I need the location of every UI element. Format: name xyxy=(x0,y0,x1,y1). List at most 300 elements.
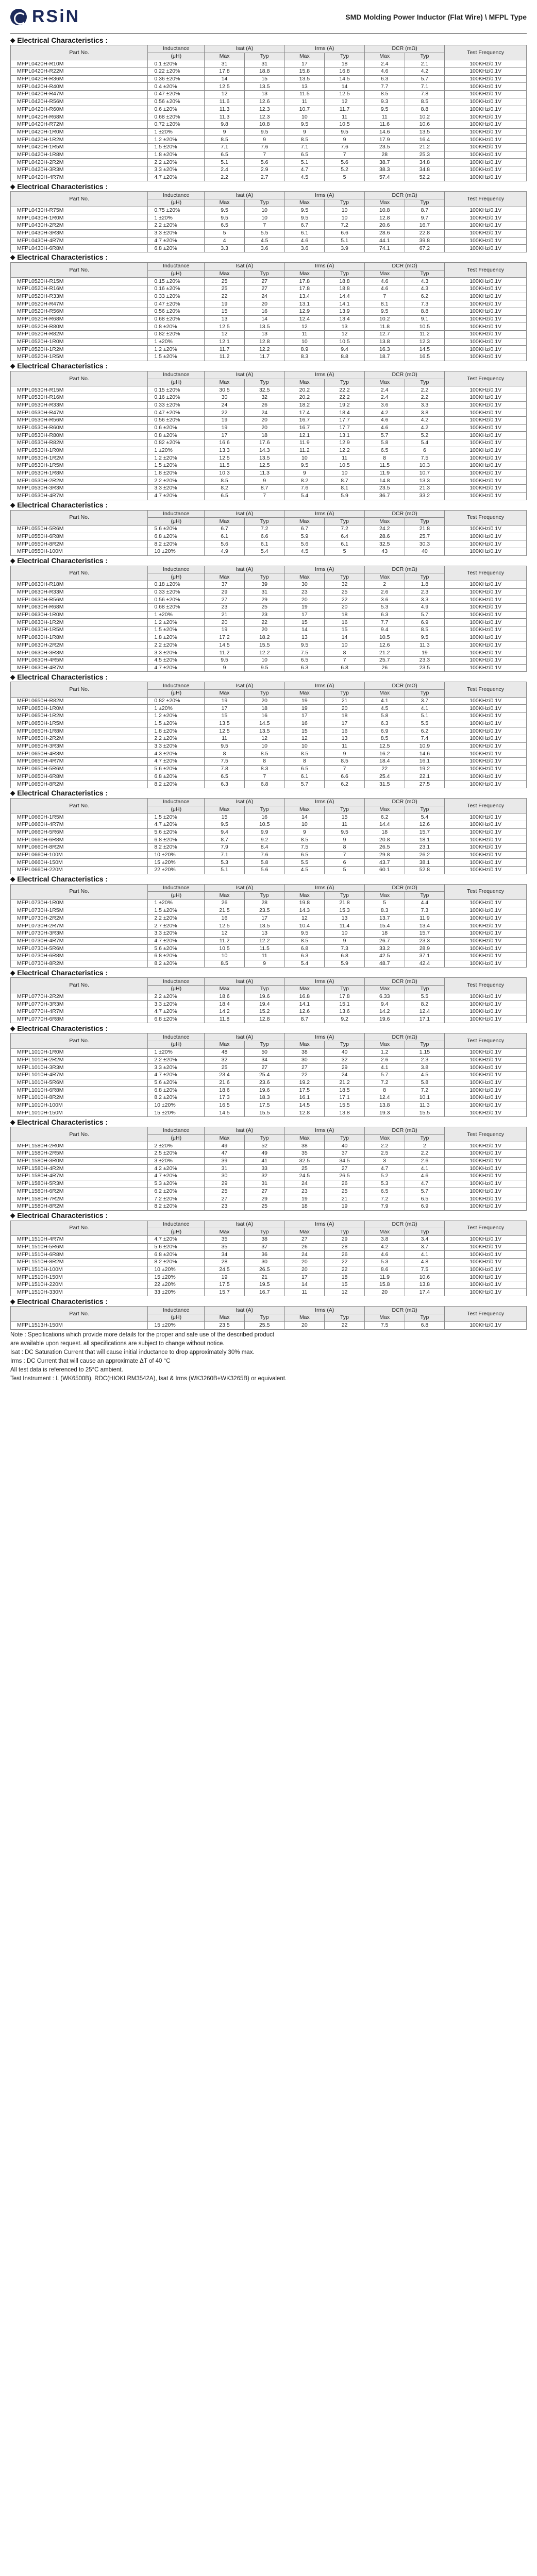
cell-part-number: MFPL0630H-1R2M xyxy=(11,619,148,626)
cell-inductance: 2.2 ±20% xyxy=(148,993,205,1001)
bullet-icon: ◆ xyxy=(10,182,15,190)
cell-isat-typ: 12.2 xyxy=(244,649,284,657)
section-title xyxy=(10,252,527,262)
table-row xyxy=(11,136,527,144)
col-max: Max xyxy=(205,573,245,581)
cell-dcr-max: 5.8 xyxy=(364,439,405,447)
cell-test-frequency: 100KHz/0.1V xyxy=(445,353,527,361)
section-title-text: Electrical Characteristics : xyxy=(17,672,108,681)
cell-inductance: 5.6 ±20% xyxy=(148,1243,205,1251)
cell-irms-max: 11 xyxy=(284,331,325,338)
cell-part-number: MFPL0730H-6R8M xyxy=(11,952,148,960)
header-row xyxy=(11,1307,527,1314)
section-title-text: Electrical Characteristics : xyxy=(17,556,108,565)
cell-dcr-max: 44.1 xyxy=(364,237,405,245)
cell-irms-max: 9.5 xyxy=(284,214,325,222)
cell-dcr-typ: 10.6 xyxy=(405,121,445,128)
cell-inductance: 2.2 ±20% xyxy=(148,222,205,230)
cell-dcr-typ: 10.7 xyxy=(405,469,445,477)
header-row xyxy=(11,978,527,986)
cell-dcr-typ: 27.5 xyxy=(405,781,445,788)
cell-isat-typ: 10 xyxy=(244,214,284,222)
cell-inductance: 0.56 ±20% xyxy=(148,98,205,106)
cell-dcr-max: 11.8 xyxy=(364,323,405,331)
cell-dcr-max: 15.8 xyxy=(364,1281,405,1289)
cell-isat-typ: 9.9 xyxy=(244,828,284,836)
table-row xyxy=(11,1195,527,1203)
cell-test-frequency: 100KHz/0.1V xyxy=(445,720,527,727)
bullet-icon: ◆ xyxy=(10,1297,15,1305)
cell-irms-max: 30 xyxy=(284,581,325,589)
cell-dcr-max: 5.8 xyxy=(364,713,405,720)
table-row xyxy=(11,1173,527,1180)
cell-isat-typ: 10.5 xyxy=(244,821,284,828)
cell-dcr-max: 48.7 xyxy=(364,960,405,968)
cell-irms-typ: 8.8 xyxy=(325,353,365,361)
cell-isat-max: 14.2 xyxy=(205,1008,245,1016)
cell-test-frequency: 100KHz/0.1V xyxy=(445,735,527,743)
cell-test-frequency: 100KHz/0.1V xyxy=(445,960,527,968)
cell-part-number: MFPL0520H-R15M xyxy=(11,278,148,285)
cell-dcr-typ: 23.1 xyxy=(405,844,445,852)
col-max: Max xyxy=(284,270,325,278)
cell-isat-max: 19 xyxy=(205,1274,245,1281)
cell-dcr-max: 21.2 xyxy=(364,649,405,657)
cell-part-number: MFPL1580H-4R7M xyxy=(11,1173,148,1180)
cell-dcr-typ: 19.2 xyxy=(405,765,445,773)
cell-isat-typ: 8.5 xyxy=(244,750,284,758)
table-row xyxy=(11,821,527,828)
cell-isat-typ: 10 xyxy=(244,656,284,664)
cell-isat-max: 6.5 xyxy=(205,151,245,159)
characteristics-table xyxy=(10,977,527,1023)
cell-dcr-max: 22 xyxy=(364,765,405,773)
cell-test-frequency: 100KHz/0.1V xyxy=(445,98,527,106)
cell-irms-typ: 14 xyxy=(325,83,365,91)
cell-part-number: MFPL0530H-R47M xyxy=(11,409,148,417)
table-row xyxy=(11,346,527,353)
table-row xyxy=(11,394,527,401)
cell-dcr-typ: 2.2 xyxy=(405,394,445,401)
col-irms: Irms (A) xyxy=(284,192,364,199)
cell-irms-max: 17 xyxy=(284,60,325,68)
cell-irms-max: 6.1 xyxy=(284,229,325,237)
cell-dcr-max: 33.2 xyxy=(364,945,405,953)
table-row xyxy=(11,98,527,106)
characteristics-table xyxy=(10,682,527,788)
col-inductance: Inductance xyxy=(148,978,205,986)
col-typ: Typ xyxy=(405,892,445,900)
cell-inductance: 15 ±20% xyxy=(148,1109,205,1117)
cell-isat-typ: 32.5 xyxy=(244,386,284,394)
cell-dcr-max: 29.8 xyxy=(364,851,405,859)
col-max: Max xyxy=(364,806,405,814)
cell-dcr-typ: 3.7 xyxy=(405,697,445,705)
cell-part-number: MFPL1580H-6R2M xyxy=(11,1188,148,1195)
cell-inductance: 0.33 ±20% xyxy=(148,293,205,300)
cell-dcr-max: 5.7 xyxy=(364,1071,405,1079)
col-max: Max xyxy=(364,1228,405,1236)
bullet-icon: ◆ xyxy=(10,253,15,261)
cell-isat-typ: 36 xyxy=(244,1251,284,1259)
col-irms: Irms (A) xyxy=(284,682,364,690)
cell-isat-typ: 24 xyxy=(244,293,284,300)
cell-isat-typ: 25.5 xyxy=(244,1321,284,1329)
col-part-no: Part No. xyxy=(11,510,148,525)
cell-part-number: MFPL0530H-4R7M xyxy=(11,492,148,500)
bullet-icon: ◆ xyxy=(10,969,15,976)
col-isat: Isat (A) xyxy=(205,262,284,270)
cell-inductance: 10 ±20% xyxy=(148,1266,205,1274)
col-inductance: Inductance xyxy=(148,1033,205,1041)
col-typ: Typ xyxy=(325,573,365,581)
table-row xyxy=(11,742,527,750)
col-inductance-unit: (μH) xyxy=(148,270,205,278)
cell-irms-typ: 9 xyxy=(325,937,365,945)
cell-irms-max: 12 xyxy=(284,323,325,331)
cell-dcr-typ: 39.8 xyxy=(405,237,445,245)
cell-inductance: 0.33 ±20% xyxy=(148,588,205,596)
cell-dcr-max: 9.4 xyxy=(364,1001,405,1008)
cell-irms-max: 5.5 xyxy=(284,859,325,867)
cell-irms-typ: 22 xyxy=(325,1266,365,1274)
col-dcr: DCR (mΩ) xyxy=(364,1127,444,1135)
cell-test-frequency: 100KHz/0.1V xyxy=(445,1321,527,1329)
col-part-no: Part No. xyxy=(11,682,148,697)
cell-test-frequency: 100KHz/0.1V xyxy=(445,68,527,76)
table-row xyxy=(11,1071,527,1079)
table-row xyxy=(11,207,527,214)
cell-irms-typ: 14.4 xyxy=(325,293,365,300)
cell-dcr-max: 2.4 xyxy=(364,60,405,68)
characteristics-table xyxy=(10,884,527,968)
cell-dcr-max: 18.4 xyxy=(364,758,405,766)
col-test-frequency: Test Frequency xyxy=(445,510,527,525)
col-inductance: Inductance xyxy=(148,566,205,573)
cell-irms-max: 12 xyxy=(284,735,325,743)
cell-irms-typ: 9 xyxy=(325,836,365,844)
cell-dcr-typ: 6.9 xyxy=(405,619,445,626)
cell-dcr-typ: 3.3 xyxy=(405,401,445,409)
cell-test-frequency: 100KHz/0.1V xyxy=(445,323,527,331)
cell-dcr-max: 12.4 xyxy=(364,1094,405,1101)
cell-inductance: 1.2 ±20% xyxy=(148,346,205,353)
cell-dcr-max: 8 xyxy=(364,1087,405,1094)
cell-isat-max: 49 xyxy=(205,1142,245,1150)
cell-isat-typ: 12.3 xyxy=(244,113,284,121)
cell-dcr-typ: 67.2 xyxy=(405,245,445,252)
cell-isat-max: 31 xyxy=(205,60,245,68)
col-part-no: Part No. xyxy=(11,1033,148,1048)
cell-dcr-max: 20 xyxy=(364,1289,405,1296)
table-row xyxy=(11,237,527,245)
cell-isat-typ: 5.8 xyxy=(244,859,284,867)
cell-dcr-max: 9.5 xyxy=(364,106,405,113)
col-irms: Irms (A) xyxy=(284,510,364,518)
cell-isat-max: 5.6 xyxy=(205,540,245,548)
cell-part-number: MFPL0530H-R15M xyxy=(11,386,148,394)
cell-isat-typ: 16 xyxy=(244,814,284,821)
col-typ: Typ xyxy=(244,573,284,581)
cell-irms-typ: 26 xyxy=(325,1180,365,1188)
cell-irms-max: 6.3 xyxy=(284,952,325,960)
col-test-frequency: Test Frequency xyxy=(445,371,527,386)
cell-dcr-typ: 3.3 xyxy=(405,596,445,604)
cell-irms-typ: 15 xyxy=(325,814,365,821)
cell-test-frequency: 100KHz/0.1V xyxy=(445,993,527,1001)
cell-dcr-max: 17.9 xyxy=(364,136,405,144)
cell-inductance: 1.5 ±20% xyxy=(148,720,205,727)
cell-isat-typ: 9 xyxy=(244,477,284,485)
cell-irms-max: 16.1 xyxy=(284,1094,325,1101)
col-irms: Irms (A) xyxy=(284,1033,364,1041)
cell-irms-typ: 13.6 xyxy=(325,1008,365,1016)
cell-irms-typ: 6.4 xyxy=(325,533,365,540)
cell-part-number: MFPL0420H-3R3M xyxy=(11,166,148,174)
cell-test-frequency: 100KHz/0.1V xyxy=(445,1195,527,1203)
notes xyxy=(10,1331,527,1383)
cell-part-number: MFPL0420H-1R5M xyxy=(11,143,148,151)
cell-test-frequency: 100KHz/0.1V xyxy=(445,1202,527,1210)
cell-isat-typ: 16.7 xyxy=(244,1289,284,1296)
table-row xyxy=(11,836,527,844)
cell-isat-max: 12.5 xyxy=(205,922,245,930)
cell-irms-typ: 11.7 xyxy=(325,106,365,113)
cell-irms-typ: 12 xyxy=(325,98,365,106)
cell-inductance: 0.4 ±20% xyxy=(148,83,205,91)
cell-inductance: 5.6 ±20% xyxy=(148,828,205,836)
cell-irms-max: 11.2 xyxy=(284,447,325,454)
cell-irms-max: 7.5 xyxy=(284,649,325,657)
cell-isat-max: 11.2 xyxy=(205,353,245,361)
cell-isat-typ: 27 xyxy=(244,1064,284,1072)
cell-inductance: 3.3 ±20% xyxy=(148,1064,205,1072)
cell-part-number: MFPL1510H-220M xyxy=(11,1281,148,1289)
header-row xyxy=(11,1127,527,1135)
cell-test-frequency: 100KHz/0.1V xyxy=(445,1180,527,1188)
col-isat: Isat (A) xyxy=(205,884,284,892)
cell-test-frequency: 100KHz/0.1V xyxy=(445,611,527,619)
cell-irms-typ: 14.5 xyxy=(325,75,365,83)
cell-dcr-max: 9.4 xyxy=(364,626,405,634)
col-inductance-unit: (μH) xyxy=(148,1228,205,1236)
cell-isat-max: 13.3 xyxy=(205,447,245,454)
cell-irms-typ: 9.4 xyxy=(325,346,365,353)
cell-isat-typ: 2.7 xyxy=(244,174,284,181)
cell-inductance: 0.82 ±20% xyxy=(148,439,205,447)
cell-dcr-typ: 25.7 xyxy=(405,533,445,540)
cell-test-frequency: 100KHz/0.1V xyxy=(445,1266,527,1274)
cell-dcr-typ: 9.1 xyxy=(405,315,445,323)
col-inductance: Inductance xyxy=(148,262,205,270)
header-row xyxy=(11,566,527,573)
table-row xyxy=(11,720,527,727)
cell-dcr-typ: 7.1 xyxy=(405,83,445,91)
cell-irms-typ: 7.2 xyxy=(325,525,365,533)
cell-inductance: 8.2 ±20% xyxy=(148,540,205,548)
cell-irms-typ: 8.1 xyxy=(325,485,365,493)
cell-test-frequency: 100KHz/0.1V xyxy=(445,1188,527,1195)
cell-dcr-max: 6.5 xyxy=(364,1188,405,1195)
cell-inductance: 1 ±20% xyxy=(148,128,205,136)
cell-isat-typ: 4.5 xyxy=(244,237,284,245)
cell-dcr-max: 3 xyxy=(364,1157,405,1165)
logo-text: RSiN xyxy=(32,7,80,26)
cell-irms-max: 6.7 xyxy=(284,222,325,230)
cell-inductance: 0.56 ±20% xyxy=(148,416,205,424)
cell-isat-max: 18.4 xyxy=(205,1001,245,1008)
cell-isat-max: 25 xyxy=(205,1064,245,1072)
cell-inductance: 1.2 ±20% xyxy=(148,619,205,626)
table-row xyxy=(11,844,527,852)
cell-dcr-typ: 16.1 xyxy=(405,758,445,766)
table-row xyxy=(11,596,527,604)
table-row xyxy=(11,960,527,968)
table-row xyxy=(11,424,527,432)
table-row xyxy=(11,697,527,705)
cell-part-number: MFPL0660H-4R7M xyxy=(11,821,148,828)
cell-irms-typ: 5 xyxy=(325,548,365,555)
col-typ: Typ xyxy=(325,53,365,60)
cell-isat-typ: 23.5 xyxy=(244,907,284,914)
cell-dcr-max: 1.2 xyxy=(364,1048,405,1056)
cell-test-frequency: 100KHz/0.1V xyxy=(445,1173,527,1180)
cell-irms-typ: 12 xyxy=(325,331,365,338)
col-isat: Isat (A) xyxy=(205,978,284,986)
cell-dcr-typ: 4.3 xyxy=(405,278,445,285)
cell-irms-typ: 13.9 xyxy=(325,308,365,316)
cell-test-frequency: 100KHz/0.1V xyxy=(445,159,527,166)
bullet-icon: ◆ xyxy=(10,1118,15,1126)
cell-inductance: 2 ±20% xyxy=(148,1142,205,1150)
cell-isat-max: 7.1 xyxy=(205,851,245,859)
col-typ: Typ xyxy=(244,806,284,814)
cell-part-number: MFPL1580H-5R3M xyxy=(11,1180,148,1188)
table-row xyxy=(11,75,527,83)
col-inductance-unit: (μH) xyxy=(148,1041,205,1049)
cell-part-number: MFPL0730H-2R2M xyxy=(11,914,148,922)
col-dcr: DCR (mΩ) xyxy=(364,884,444,892)
cell-isat-typ: 5.5 xyxy=(244,229,284,237)
cell-inductance: 1 ±20% xyxy=(148,447,205,454)
table-row xyxy=(11,492,527,500)
cell-inductance: 4.7 ±20% xyxy=(148,937,205,945)
cell-dcr-max: 10.5 xyxy=(364,634,405,641)
cell-dcr-typ: 17.4 xyxy=(405,1289,445,1296)
table-row xyxy=(11,1008,527,1016)
table-row xyxy=(11,765,527,773)
table-row xyxy=(11,68,527,76)
col-inductance-unit: (μH) xyxy=(148,379,205,386)
cell-part-number: MFPL0430H-6R8M xyxy=(11,245,148,252)
table-row xyxy=(11,308,527,316)
cell-irms-typ: 32 xyxy=(325,581,365,589)
cell-part-number: MFPL0530H-R16M xyxy=(11,394,148,401)
cell-isat-max: 14.5 xyxy=(205,1109,245,1117)
cell-test-frequency: 100KHz/0.1V xyxy=(445,765,527,773)
cell-dcr-typ: 7.3 xyxy=(405,907,445,914)
cell-dcr-typ: 16.4 xyxy=(405,136,445,144)
col-max: Max xyxy=(364,986,405,993)
cell-dcr-typ: 2.2 xyxy=(405,1150,445,1158)
section-title xyxy=(10,1117,527,1127)
cell-test-frequency: 100KHz/0.1V xyxy=(445,1001,527,1008)
cell-isat-max: 21.5 xyxy=(205,907,245,914)
cell-test-frequency: 100KHz/0.1V xyxy=(445,394,527,401)
cell-test-frequency: 100KHz/0.1V xyxy=(445,548,527,555)
cell-dcr-max: 32.5 xyxy=(364,540,405,548)
cell-dcr-typ: 5.4 xyxy=(405,439,445,447)
characteristics-table xyxy=(10,1033,527,1117)
col-typ: Typ xyxy=(244,379,284,386)
cell-part-number: MFPL0530H-R82M xyxy=(11,439,148,447)
cell-dcr-max: 18 xyxy=(364,828,405,836)
col-inductance-unit: (μH) xyxy=(148,892,205,900)
table-row xyxy=(11,1001,527,1008)
cell-test-frequency: 100KHz/0.1V xyxy=(445,1101,527,1109)
cell-isat-typ: 5.4 xyxy=(244,548,284,555)
cell-dcr-max: 74.1 xyxy=(364,245,405,252)
cell-dcr-max: 3.6 xyxy=(364,596,405,604)
col-inductance: Inductance xyxy=(148,1127,205,1135)
cell-dcr-max: 23.5 xyxy=(364,485,405,493)
cell-part-number: MFPL1510H-8R2M xyxy=(11,1259,148,1266)
cell-isat-max: 8.5 xyxy=(205,136,245,144)
col-inductance: Inductance xyxy=(148,192,205,199)
cell-irms-max: 9.5 xyxy=(284,121,325,128)
cell-irms-max: 10 xyxy=(284,821,325,828)
cell-inductance: 4.7 ±20% xyxy=(148,1235,205,1243)
cell-inductance: 1 ±20% xyxy=(148,611,205,619)
cell-irms-typ: 19 xyxy=(325,1202,365,1210)
cell-part-number: MFPL0420H-R40M xyxy=(11,83,148,91)
cell-irms-typ: 15.1 xyxy=(325,1001,365,1008)
header-row xyxy=(11,682,527,690)
cell-irms-typ: 12.2 xyxy=(325,447,365,454)
table-row xyxy=(11,432,527,439)
cell-irms-max: 9.5 xyxy=(284,462,325,470)
cell-inductance: 2.7 ±20% xyxy=(148,922,205,930)
cell-part-number: MFPL0660H-220M xyxy=(11,867,148,874)
table-row xyxy=(11,166,527,174)
cell-inductance: 0.82 ±20% xyxy=(148,331,205,338)
cell-test-frequency: 100KHz/0.1V xyxy=(445,540,527,548)
note-line: Note : Specifications which provide more details for the proper and safe use of the described product xyxy=(10,1331,275,1338)
cell-isat-max: 30.5 xyxy=(205,386,245,394)
characteristics-table xyxy=(10,798,527,874)
table-row xyxy=(11,1266,527,1274)
header-row xyxy=(11,884,527,892)
cell-test-frequency: 100KHz/0.1V xyxy=(445,836,527,844)
cell-isat-max: 11.8 xyxy=(205,1015,245,1023)
cell-inductance: 0.1 ±20% xyxy=(148,60,205,68)
cell-inductance: 0.18 ±20% xyxy=(148,581,205,589)
cell-irms-typ: 40 xyxy=(325,1142,365,1150)
cell-irms-max: 16.7 xyxy=(284,416,325,424)
cell-isat-max: 47 xyxy=(205,1150,245,1158)
cell-dcr-typ: 5.1 xyxy=(405,713,445,720)
cell-isat-max: 3.3 xyxy=(205,245,245,252)
cell-irms-max: 24.5 xyxy=(284,1173,325,1180)
cell-irms-typ: 6.6 xyxy=(325,229,365,237)
cell-irms-typ: 12.5 xyxy=(325,91,365,98)
cell-dcr-max: 11.9 xyxy=(364,1274,405,1281)
col-part-no: Part No. xyxy=(11,45,148,60)
cell-irms-typ: 22 xyxy=(325,1321,365,1329)
cell-isat-typ: 12 xyxy=(244,735,284,743)
cell-isat-typ: 15.5 xyxy=(244,641,284,649)
cell-part-number: MFPL0650H-1R2M xyxy=(11,713,148,720)
